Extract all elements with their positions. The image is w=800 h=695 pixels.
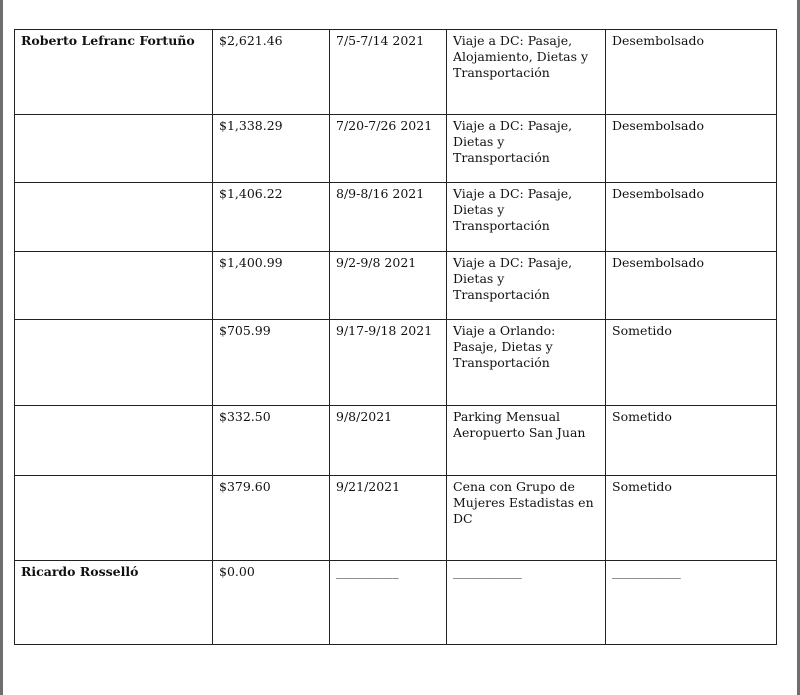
dates-cell: 9/2-9/8 2021 [330, 252, 447, 320]
description-cell: Viaje a Orlando: Pasaje, Dietas y Transportación [447, 320, 606, 406]
table-row [15, 252, 777, 320]
status-cell: Desembolsado [606, 115, 777, 183]
page-edge-left [0, 0, 3, 695]
dates-cell: 8/9-8/16 2021 [330, 183, 447, 252]
person-name-cell [15, 252, 213, 320]
description-cell: Cena con Grupo de Mujeres Estadistas en DC [447, 476, 606, 561]
description-cell: Parking Mensual Aeropuerto San Juan [447, 406, 606, 476]
person-name-cell [15, 320, 213, 406]
amount-cell: $705.99 [213, 320, 330, 406]
dates-cell: 9/8/2021 [330, 406, 447, 476]
status-cell: Desembolsado [606, 30, 777, 115]
amount-cell: $0.00 [213, 561, 330, 645]
status-cell: Sometido [606, 320, 777, 406]
amount-cell: $1,338.29 [213, 115, 330, 183]
expenses-table [14, 29, 777, 645]
description-cell: Viaje a DC: Pasaje, Dietas y Transportación [447, 252, 606, 320]
person-name-cell: Roberto Lefranc Fortuño [15, 30, 213, 115]
table-row [15, 406, 777, 476]
table-row [15, 320, 777, 406]
person-name-cell [15, 406, 213, 476]
amount-cell: $1,406.22 [213, 183, 330, 252]
amount-cell: $379.60 [213, 476, 330, 561]
person-name-cell [15, 115, 213, 183]
amount-cell: $332.50 [213, 406, 330, 476]
table-row [15, 115, 777, 183]
description-cell: ___________ [447, 561, 606, 645]
description-cell: Viaje a DC: Pasaje, Dietas y Transportación [447, 115, 606, 183]
amount-cell: $1,400.99 [213, 252, 330, 320]
status-cell: Desembolsado [606, 252, 777, 320]
table-row [15, 476, 777, 561]
description-cell: Viaje a DC: Pasaje, Alojamiento, Dietas y Transportación [447, 30, 606, 115]
table-row [15, 183, 777, 252]
description-cell: Viaje a DC: Pasaje, Dietas y Transportación [447, 183, 606, 252]
dates-cell: 7/5-7/14 2021 [330, 30, 447, 115]
dates-cell: 9/17-9/18 2021 [330, 320, 447, 406]
table-row [15, 561, 777, 645]
person-name-cell [15, 476, 213, 561]
person-name-cell: Ricardo Rosselló [15, 561, 213, 645]
dates-cell: 9/21/2021 [330, 476, 447, 561]
status-cell: Desembolsado [606, 183, 777, 252]
dates-cell: __________ [330, 561, 447, 645]
person-name-cell [15, 183, 213, 252]
dates-cell: 7/20-7/26 2021 [330, 115, 447, 183]
status-cell: ___________ [606, 561, 777, 645]
status-cell: Sometido [606, 476, 777, 561]
status-cell: Sometido [606, 406, 777, 476]
amount-cell: $2,621.46 [213, 30, 330, 115]
table-row [15, 30, 777, 115]
